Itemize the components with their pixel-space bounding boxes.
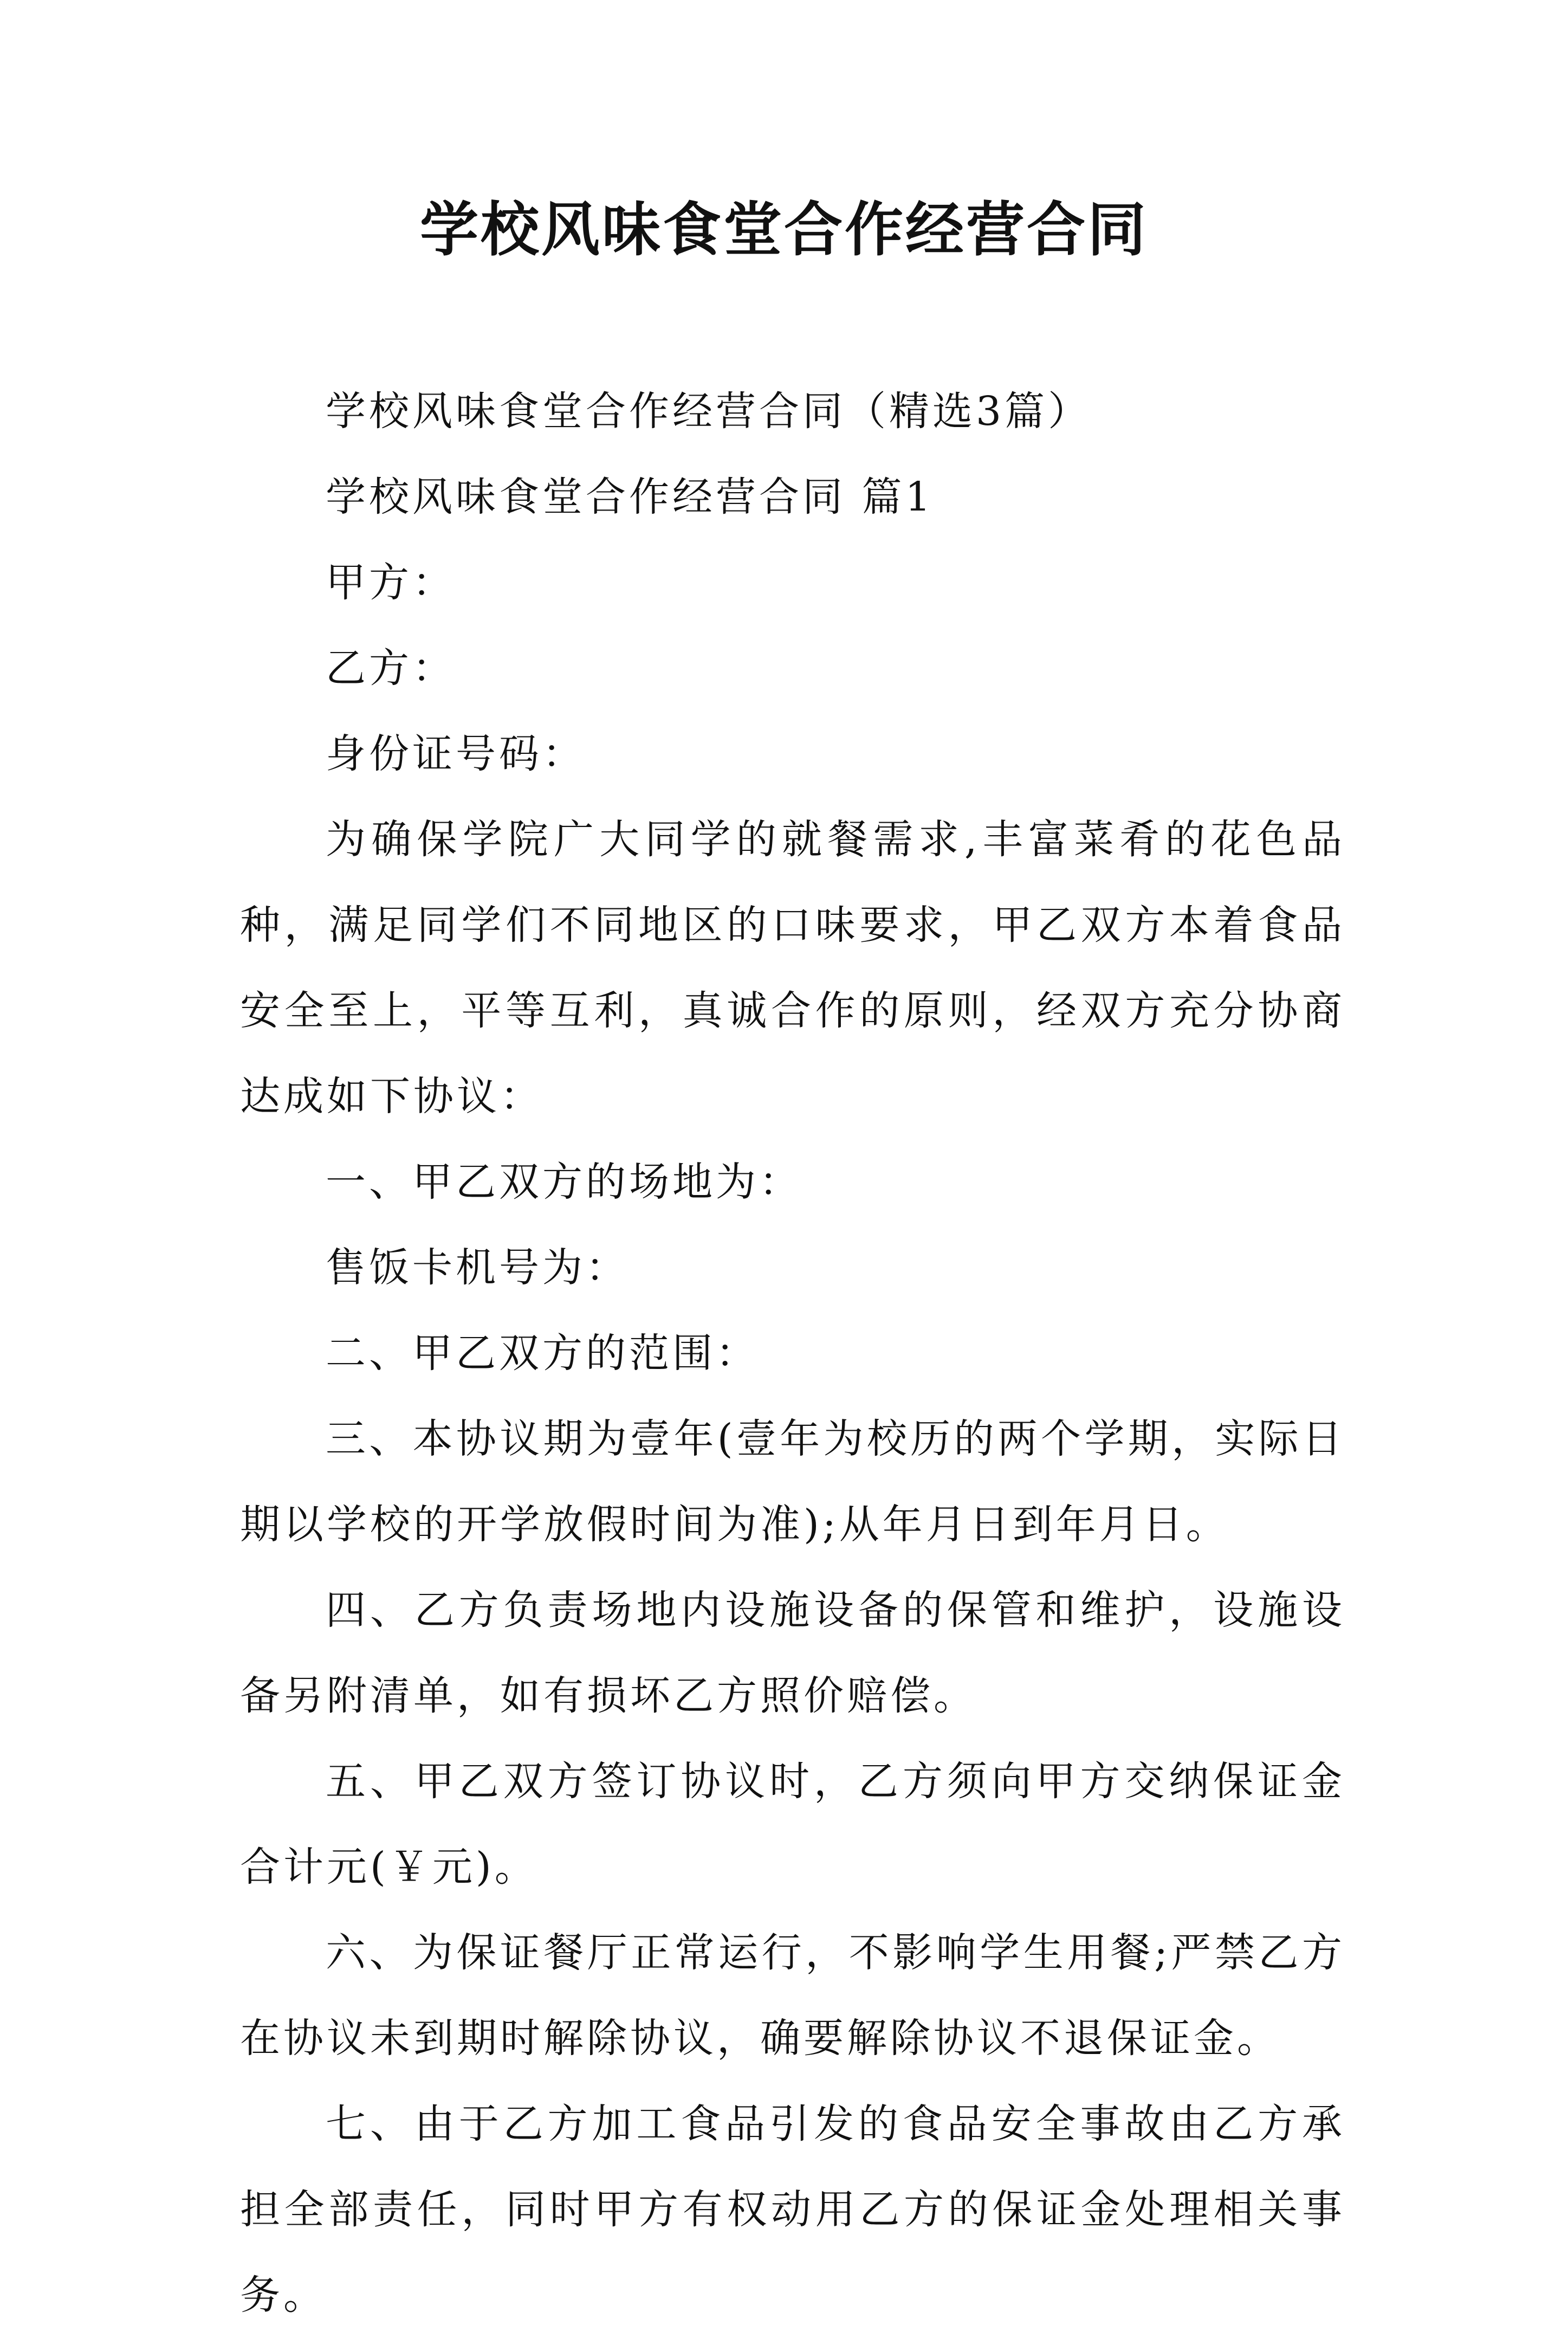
clause-1: 一、甲乙双方的场地为： <box>326 1159 802 1205</box>
id-number-field: 身份证号码： <box>326 731 586 777</box>
card-machine-field: 售饭卡机号为： <box>326 1244 629 1291</box>
clause-6: 六、为保证餐厅正常运行，不影响学生用餐;严禁乙方在协议未到期时解除协议，确要解除协议不退保证金。 <box>240 1929 1345 2062</box>
document-title: 学校风味食堂合作经营合同 <box>419 196 1148 264</box>
clause-3: 三、本协议期为壹年(壹年为校历的两个学期，实际日期以学校的开学放假时间为准);从年月日到年月日。 <box>240 1416 1345 1548</box>
document-body <box>240 369 1345 2338</box>
clause-7: 七、由于乙方加工食品引发的食品安全事故由乙方承担全部责任，同时甲方有权动用乙方的保证金处理相关事务。 <box>240 2101 1345 2318</box>
party-b-field: 乙方： <box>326 645 456 692</box>
preamble-paragraph: 为确保学院广大同学的就餐需求,丰富菜肴的花色品种，满足同学们不同地区的口味要求，甲乙双方本着食品安全至上，平等互利，真诚合作的原则，经双方充分协商达成如下协议： <box>240 816 1345 1120</box>
subtitle-paragraph: 学校风味食堂合作经营合同（精选3篇） <box>326 388 1092 435</box>
party-a-field: 甲方： <box>326 559 456 606</box>
clause-2: 二、甲乙双方的范围： <box>326 1330 759 1377</box>
clause-5: 五、甲乙双方签订协议时，乙方须向甲方交纳保证金合计元(￥元)。 <box>240 1758 1345 1890</box>
clause-4: 四、乙方负责场地内设施设备的保管和维护，设施设备另附清单，如有损坏乙方照价赔偿。 <box>240 1587 1345 1719</box>
section-heading: 学校风味食堂合作经营合同 篇1 <box>326 474 934 520</box>
